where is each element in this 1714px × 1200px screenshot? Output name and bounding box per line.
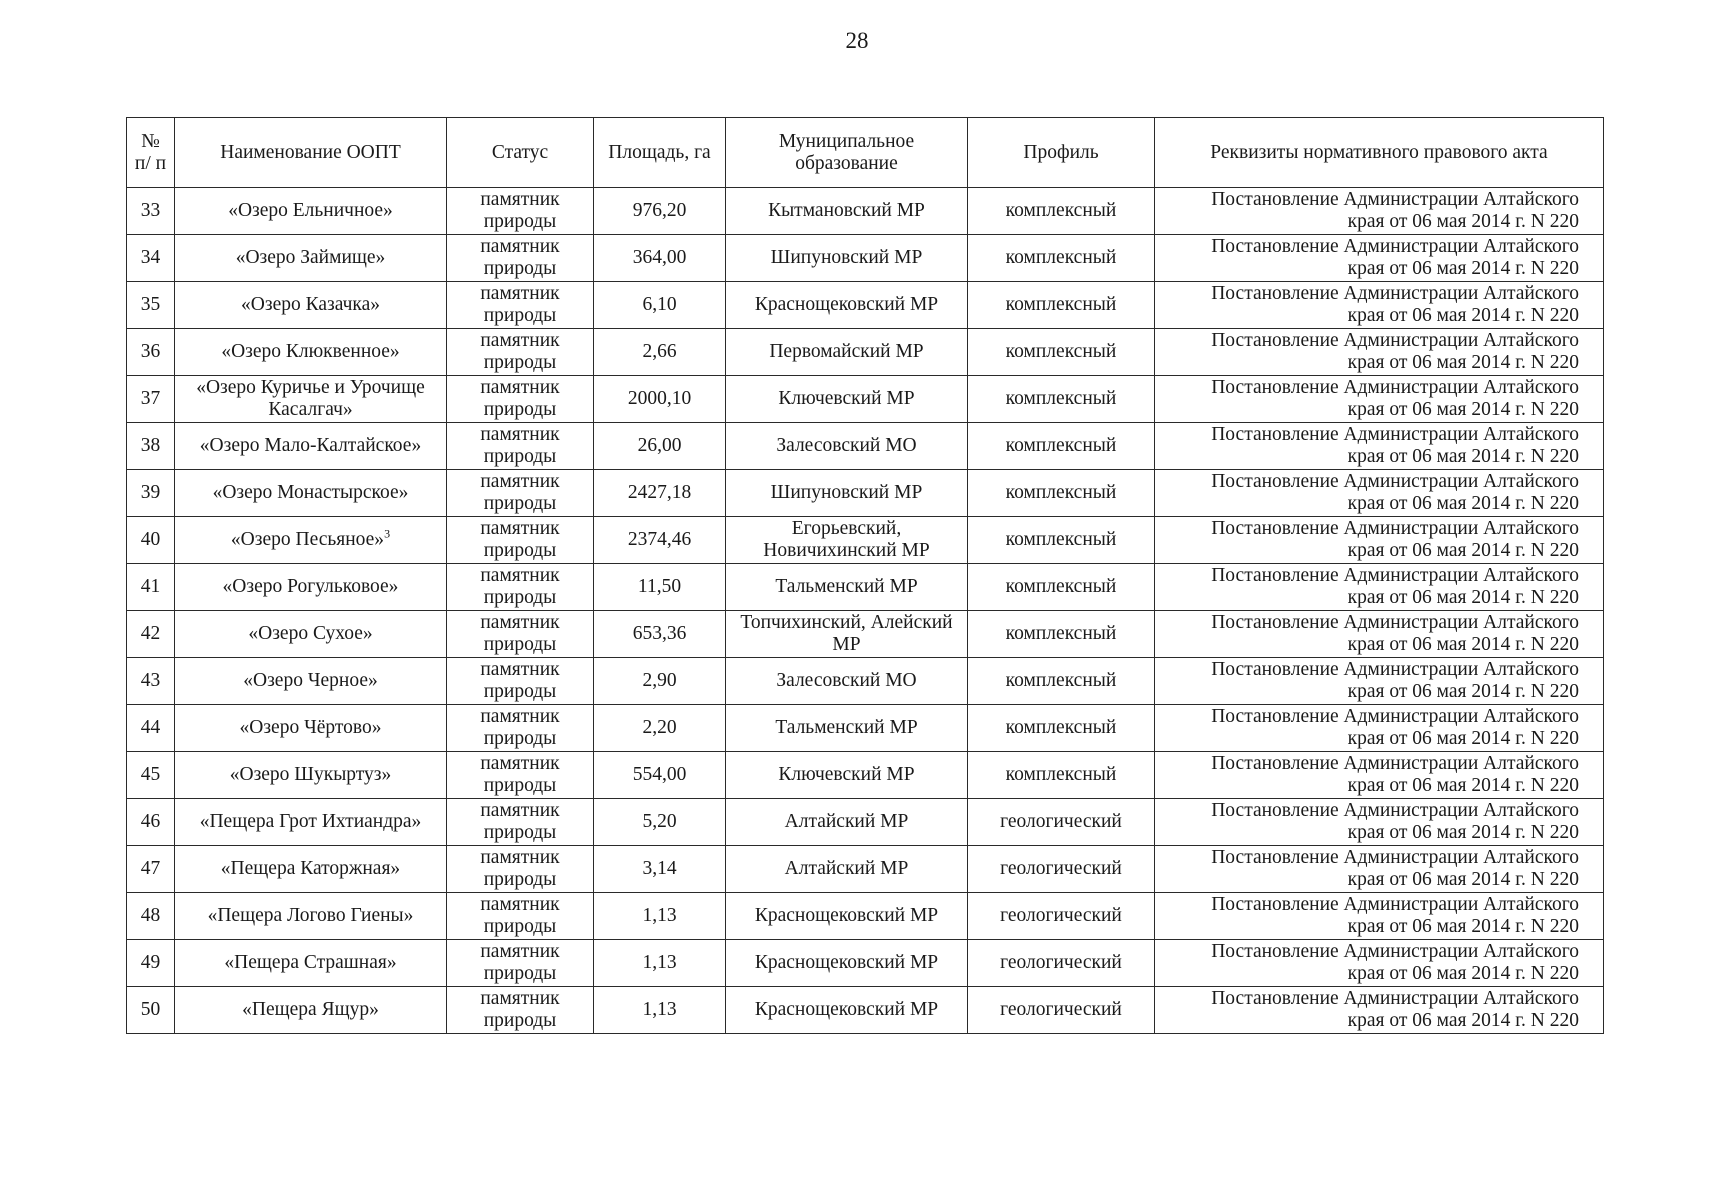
cell-status: памятник природы <box>447 564 594 611</box>
legal-act-line: края от 06 мая 2014 г. N 220 <box>1347 540 1579 561</box>
cell-name <box>175 517 447 564</box>
cell-name <box>175 705 447 752</box>
cell-name <box>175 658 447 705</box>
table-row <box>127 893 1604 940</box>
cell-municipality: Краснощековский МР <box>726 987 968 1034</box>
cell-name <box>175 564 447 611</box>
cell-number: 38 <box>127 423 175 470</box>
cell-legal-act <box>1155 611 1604 658</box>
table-row <box>127 658 1604 705</box>
cell-legal-act <box>1155 188 1604 235</box>
cell-number: 39 <box>127 470 175 517</box>
header-name: Наименование ООПТ <box>175 118 447 188</box>
area-name: «Пещера Логово Гиены» <box>207 905 414 926</box>
cell-municipality: Шипуновский МР <box>726 235 968 282</box>
table-row <box>127 282 1604 329</box>
legal-act-line: Постановление Администрации Алтайского <box>1211 800 1579 821</box>
cell-legal-act <box>1155 564 1604 611</box>
cell-area: 976,20 <box>594 188 726 235</box>
legal-act-line: Постановление Администрации Алтайского <box>1211 612 1579 633</box>
cell-status: памятник природы <box>447 188 594 235</box>
cell-area: 2374,46 <box>594 517 726 564</box>
legal-act-line: края от 06 мая 2014 г. N 220 <box>1347 728 1579 749</box>
table-row <box>127 611 1604 658</box>
legal-act-line: края от 06 мая 2014 г. N 220 <box>1347 446 1579 467</box>
table-row <box>127 846 1604 893</box>
cell-area: 1,13 <box>594 893 726 940</box>
cell-name <box>175 987 447 1034</box>
legal-act-line: края от 06 мая 2014 г. N 220 <box>1347 822 1579 843</box>
header-profile: Профиль <box>968 118 1155 188</box>
cell-profile: комплексный <box>968 329 1155 376</box>
cell-municipality: Тальменский МР <box>726 705 968 752</box>
cell-name <box>175 940 447 987</box>
legal-act-line: Постановление Администрации Алтайского <box>1211 894 1579 915</box>
cell-municipality: Первомайский МР <box>726 329 968 376</box>
header-number: № п/ п <box>127 118 175 188</box>
area-name: «Озеро Ельничное» <box>228 200 393 221</box>
cell-area: 1,13 <box>594 940 726 987</box>
page-number: 28 <box>845 28 869 53</box>
area-name: «Пещера Каторжная» <box>220 858 401 879</box>
legal-act-line: Постановление Администрации Алтайского <box>1211 706 1579 727</box>
area-name: «Озеро Чёртово» <box>239 717 382 738</box>
cell-number: 47 <box>127 846 175 893</box>
cell-municipality: Ключевский МР <box>726 752 968 799</box>
cell-area: 554,00 <box>594 752 726 799</box>
cell-number: 37 <box>127 376 175 423</box>
cell-profile: комплексный <box>968 658 1155 705</box>
cell-status: памятник природы <box>447 517 594 564</box>
table-row <box>127 423 1604 470</box>
cell-municipality: Алтайский МР <box>726 799 968 846</box>
cell-name <box>175 846 447 893</box>
cell-area: 11,50 <box>594 564 726 611</box>
cell-name <box>175 470 447 517</box>
cell-profile: комплексный <box>968 470 1155 517</box>
legal-act-line: края от 06 мая 2014 г. N 220 <box>1347 258 1579 279</box>
cell-name <box>175 799 447 846</box>
area-name: «Озеро Шукыртуз» <box>229 764 392 785</box>
cell-legal-act <box>1155 423 1604 470</box>
cell-number: 40 <box>127 517 175 564</box>
cell-municipality: Шипуновский МР <box>726 470 968 517</box>
cell-number: 48 <box>127 893 175 940</box>
legal-act-line: Постановление Администрации Алтайского <box>1211 988 1579 1009</box>
legal-act-line: края от 06 мая 2014 г. N 220 <box>1347 963 1579 984</box>
cell-profile: комплексный <box>968 611 1155 658</box>
cell-legal-act <box>1155 752 1604 799</box>
cell-legal-act <box>1155 517 1604 564</box>
cell-number: 33 <box>127 188 175 235</box>
cell-name <box>175 423 447 470</box>
cell-profile: комплексный <box>968 517 1155 564</box>
table-header-row <box>127 118 1604 188</box>
cell-name <box>175 752 447 799</box>
cell-number: 41 <box>127 564 175 611</box>
table-row <box>127 517 1604 564</box>
cell-area: 2,90 <box>594 658 726 705</box>
legal-act-line: края от 06 мая 2014 г. N 220 <box>1347 211 1579 232</box>
cell-municipality: Егорьевский, Новичихинский МР <box>726 517 968 564</box>
cell-area: 2000,10 <box>594 376 726 423</box>
cell-area: 5,20 <box>594 799 726 846</box>
header-area: Площадь, га <box>594 118 726 188</box>
cell-profile: комплексный <box>968 705 1155 752</box>
cell-area: 364,00 <box>594 235 726 282</box>
legal-act-line: края от 06 мая 2014 г. N 220 <box>1347 775 1579 796</box>
area-name: «Озеро Песьяное» <box>230 529 385 550</box>
table-row <box>127 564 1604 611</box>
area-name: «Пещера Страшная» <box>224 952 397 973</box>
cell-profile: комплексный <box>968 423 1155 470</box>
cell-number: 42 <box>127 611 175 658</box>
cell-municipality: Ключевский МР <box>726 376 968 423</box>
cell-name <box>175 329 447 376</box>
cell-legal-act <box>1155 846 1604 893</box>
legal-act-line: Постановление Администрации Алтайского <box>1211 518 1579 539</box>
cell-profile: геологический <box>968 799 1155 846</box>
legal-act-line: Постановление Администрации Алтайского <box>1211 377 1579 398</box>
table-row <box>127 329 1604 376</box>
cell-area: 3,14 <box>594 846 726 893</box>
cell-area: 1,13 <box>594 987 726 1034</box>
legal-act-line: края от 06 мая 2014 г. N 220 <box>1347 399 1579 420</box>
legal-act-line: Постановление Администрации Алтайского <box>1211 753 1579 774</box>
area-name: «Озеро Казачка» <box>241 294 380 315</box>
cell-profile: комплексный <box>968 376 1155 423</box>
cell-municipality: Залесовский МО <box>726 423 968 470</box>
cell-municipality: Краснощековский МР <box>726 282 968 329</box>
cell-status: памятник природы <box>447 658 594 705</box>
cell-status: памятник природы <box>447 235 594 282</box>
legal-act-line: края от 06 мая 2014 г. N 220 <box>1347 916 1579 937</box>
cell-legal-act <box>1155 470 1604 517</box>
cell-status: памятник природы <box>447 611 594 658</box>
table-row <box>127 940 1604 987</box>
legal-act-line: края от 06 мая 2014 г. N 220 <box>1347 305 1579 326</box>
cell-status: памятник природы <box>447 705 594 752</box>
legal-act-line: Постановление Администрации Алтайского <box>1211 847 1579 868</box>
cell-legal-act <box>1155 235 1604 282</box>
table-row <box>127 470 1604 517</box>
cell-legal-act <box>1155 893 1604 940</box>
cell-name <box>175 376 447 423</box>
cell-status: памятник природы <box>447 987 594 1034</box>
header-legal-act: Реквизиты нормативного правового акта <box>1155 118 1604 188</box>
legal-act-line: Постановление Администрации Алтайского <box>1211 424 1579 445</box>
cell-number: 45 <box>127 752 175 799</box>
legal-act-line: края от 06 мая 2014 г. N 220 <box>1347 681 1579 702</box>
area-name: «Пещера Ящур» <box>242 999 379 1020</box>
cell-area: 653,36 <box>594 611 726 658</box>
cell-legal-act <box>1155 282 1604 329</box>
legal-act-line: Постановление Администрации Алтайского <box>1211 330 1579 351</box>
table-row <box>127 987 1604 1034</box>
cell-number: 43 <box>127 658 175 705</box>
cell-municipality: Краснощековский МР <box>726 940 968 987</box>
cell-municipality: Кытмановский МР <box>726 188 968 235</box>
area-name: «Озеро Мало-Калтайское» <box>199 435 422 456</box>
cell-status: памятник природы <box>447 940 594 987</box>
cell-municipality: Алтайский МР <box>726 846 968 893</box>
cell-profile: комплексный <box>968 282 1155 329</box>
cell-legal-act <box>1155 705 1604 752</box>
cell-legal-act <box>1155 329 1604 376</box>
table-row <box>127 235 1604 282</box>
cell-legal-act <box>1155 799 1604 846</box>
legal-act-line: края от 06 мая 2014 г. N 220 <box>1347 352 1579 373</box>
cell-area: 6,10 <box>594 282 726 329</box>
cell-number: 34 <box>127 235 175 282</box>
cell-status: памятник природы <box>447 329 594 376</box>
legal-act-line: Постановление Администрации Алтайского <box>1211 659 1579 680</box>
legal-act-line: Постановление Администрации Алтайского <box>1211 471 1579 492</box>
table-row <box>127 705 1604 752</box>
cell-municipality: Тальменский МР <box>726 564 968 611</box>
cell-name <box>175 611 447 658</box>
legal-act-line: края от 06 мая 2014 г. N 220 <box>1347 1010 1579 1031</box>
area-name: «Озеро Рогульковое» <box>222 576 399 597</box>
header-status: Статус <box>447 118 594 188</box>
legal-act-line: Постановление Администрации Алтайского <box>1211 941 1579 962</box>
cell-area: 2,20 <box>594 705 726 752</box>
cell-status: памятник природы <box>447 799 594 846</box>
cell-number: 46 <box>127 799 175 846</box>
cell-area: 26,00 <box>594 423 726 470</box>
cell-profile: геологический <box>968 987 1155 1034</box>
cell-municipality: Залесовский МО <box>726 658 968 705</box>
legal-act-line: Постановление Администрации Алтайского <box>1211 189 1579 210</box>
cell-number: 44 <box>127 705 175 752</box>
cell-name <box>175 188 447 235</box>
cell-legal-act <box>1155 987 1604 1034</box>
cell-profile: геологический <box>968 846 1155 893</box>
legal-act-line: края от 06 мая 2014 г. N 220 <box>1347 634 1579 655</box>
table-row <box>127 188 1604 235</box>
legal-act-line: Постановление Администрации Алтайского <box>1211 283 1579 304</box>
cell-area: 2427,18 <box>594 470 726 517</box>
area-name: «Озеро Сухое» <box>248 623 373 644</box>
area-name: «Озеро Займище» <box>235 247 386 268</box>
cell-area: 2,66 <box>594 329 726 376</box>
cell-status: памятник природы <box>447 752 594 799</box>
cell-status: памятник природы <box>447 376 594 423</box>
cell-profile: геологический <box>968 940 1155 987</box>
cell-name <box>175 235 447 282</box>
cell-name <box>175 893 447 940</box>
cell-number: 35 <box>127 282 175 329</box>
area-name: «Озеро Монастырское» <box>212 482 409 503</box>
cell-profile: геологический <box>968 893 1155 940</box>
footnote-mark: 3 <box>384 526 391 541</box>
cell-status: памятник природы <box>447 423 594 470</box>
cell-status: памятник природы <box>447 282 594 329</box>
table-body <box>127 188 1604 1034</box>
table-row <box>127 799 1604 846</box>
cell-profile: комплексный <box>968 188 1155 235</box>
cell-legal-act <box>1155 658 1604 705</box>
table-row <box>127 376 1604 423</box>
cell-number: 36 <box>127 329 175 376</box>
area-name: «Пещера Грот Ихтиандра» <box>199 811 422 832</box>
header-municipality: Муниципальное образование <box>726 118 968 188</box>
table-row <box>127 752 1604 799</box>
cell-status: памятник природы <box>447 470 594 517</box>
legal-act-line: Постановление Администрации Алтайского <box>1211 565 1579 586</box>
cell-profile: комплексный <box>968 235 1155 282</box>
cell-profile: комплексный <box>968 752 1155 799</box>
cell-number: 50 <box>127 987 175 1034</box>
legal-act-line: края от 06 мая 2014 г. N 220 <box>1347 869 1579 890</box>
legal-act-line: края от 06 мая 2014 г. N 220 <box>1347 493 1579 514</box>
cell-number: 49 <box>127 940 175 987</box>
area-name: «Озеро Клюквенное» <box>221 341 400 362</box>
legal-act-line: Постановление Администрации Алтайского <box>1211 236 1579 257</box>
cell-status: памятник природы <box>447 846 594 893</box>
legal-act-line: края от 06 мая 2014 г. N 220 <box>1347 587 1579 608</box>
cell-profile: комплексный <box>968 564 1155 611</box>
cell-municipality: Краснощековский МР <box>726 893 968 940</box>
cell-name <box>175 282 447 329</box>
area-name: «Озеро Куричье и Урочище Касалгач» <box>196 377 425 420</box>
cell-municipality: Топчихинский, Алейский МР <box>726 611 968 658</box>
protected-areas-table <box>126 117 1604 1034</box>
cell-legal-act <box>1155 376 1604 423</box>
cell-status: памятник природы <box>447 893 594 940</box>
cell-legal-act <box>1155 940 1604 987</box>
area-name: «Озеро Черное» <box>243 670 378 691</box>
